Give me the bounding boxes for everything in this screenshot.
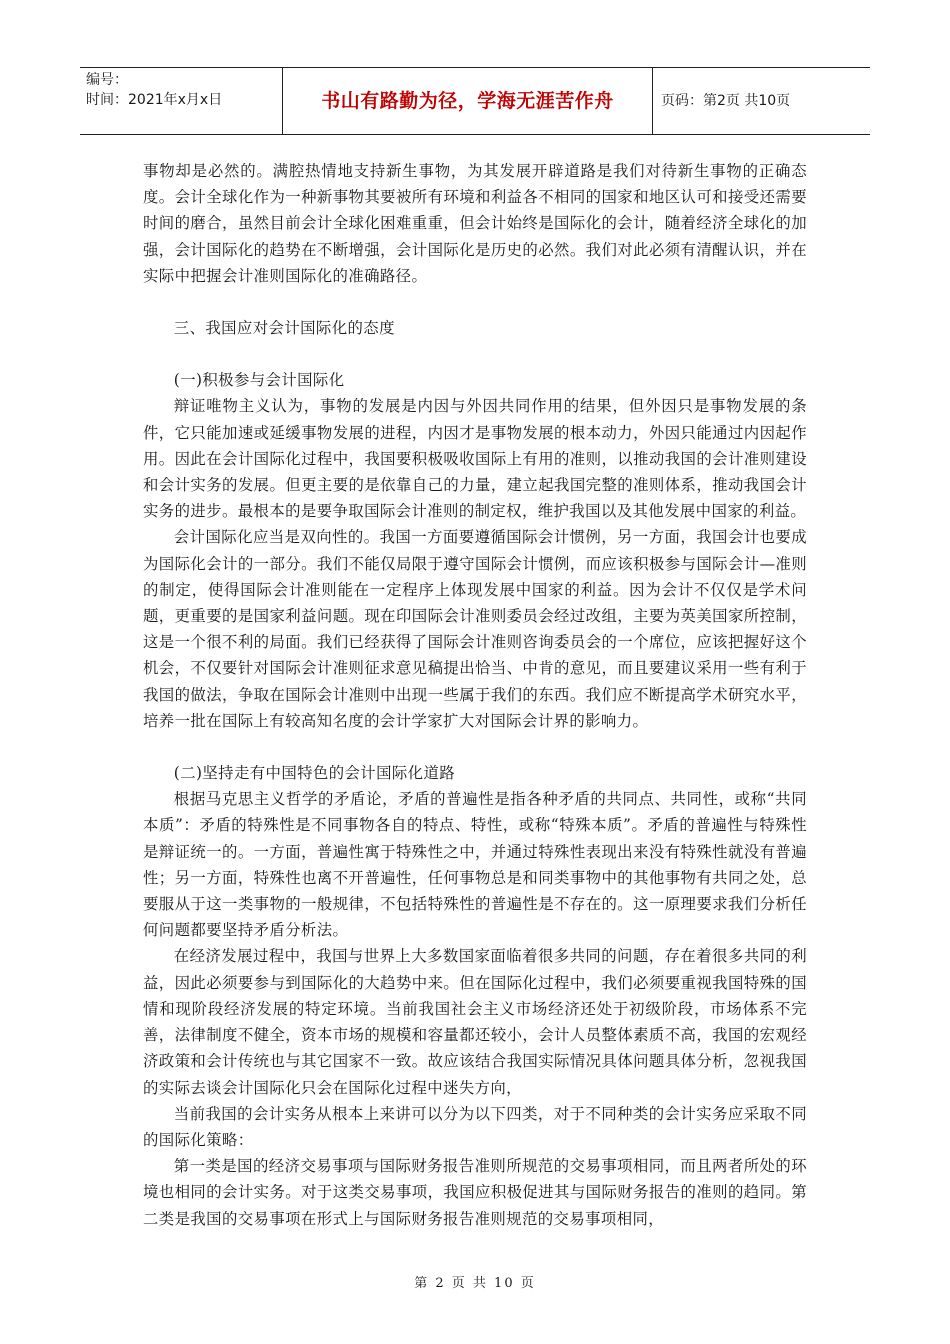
paragraph: 辩证唯物主义认为，事物的发展是内因与外因共同作用的结果，但外因只是事物发展的条件，它只能加速或延缓事物发展的进程，内因才是事物发展的根本动力，外因只能通过内因起作用。因此在会计国际化过程中，我国要积极吸收国际上有用的准则，以推动我国的会计准则建设和会计实务的发展。但更主要的是依靠自己的力量，建立起我国完整的准则体系，推动我国会计实务的进步。最根本的是要争取国际会计准则的制定权，维护我国以及其他发展中国家的利益。 <box>143 397 807 521</box>
subsection-heading-2: (二)坚持走有中国特色的会计国际化道路 <box>173 764 456 783</box>
header-meta <box>80 68 283 134</box>
document-number-label: 编号： <box>86 72 128 88</box>
paragraph: 第一类是国的经济交易事项与国际财务报告准则所规范的交易事项相同，而且两者所处的环境也相同的会计实务。对于这类交易事项，我国应积极促进其与国际财务报告的准则的趋同。第二类是我国的交易事项在形式上与国际财务报告准则规范的交易事项相同， <box>143 1157 807 1228</box>
page-header <box>80 67 870 135</box>
document-body <box>143 158 807 1232</box>
paragraph: 根据马克思主义哲学的矛盾论，矛盾的普遍性是指各种矛盾的共同点、共同性，或称“共同本质”：矛盾的特殊性是不同事物各自的特点、特性，或称“特殊本质”。矛盾的普遍性与特殊性是辩证统一的。一方面，普遍性寓于特殊性之中，并通过特殊性表现出来没有特殊性就没有普遍性；另一方面，特殊性也离不开普遍性，任何事物总是和同类事物中的其他事物有共同之处，总要服从于这一类事物的一般规律，不包括特殊性的普遍性是不存在的。这一原理要求我们分析任何问题都要坚持矛盾分析法。 <box>143 790 807 940</box>
header-page-info: 页码：第2页 共10页 <box>661 93 791 109</box>
paragraph: 在经济发展过程中，我国与世界上大多数国家面临着很多共同的问题，存在着很多共同的利益，因此必须要参与到国际化的大趋势中来。但在国际化过程中，我们必须要重视我国特殊的国情和现阶段经济发展的特定环境。当前我国社会主义市场经济还处于初级阶段，市场体系不完善，法律制度不健全，资本市场的规模和容量都还较小，会计人员整体素质不高，我国的宏观经济政策和会计传统也与其它国家不一致。故应该结合我国实际情况具体问题具体分析，忽视我国的实际去谈会计国际化只会在国际化过程中迷失方向， <box>143 947 807 1097</box>
page-footer: 第 2 页 共 10 页 <box>414 1276 536 1291</box>
paragraph: 会计国际化应当是双向性的。我国一方面要遵循国际会计惯例，另一方面，我国会计也要成为国际化会计的一部分。我们不能仅局限于遵守国际会计惯例，而应该积极参与国际会计—准则的制定，使得国际会计准则能在一定程序上体现发展中国家的利益。因为会计不仅仅是学术问题，更重要的是国家利益问题。现在印国际会计准则委员会经过改组，主要为英美国家所控制，这是一个很不利的局面。我们已经获得了国际会计准则咨询委员会的一个席位，应该把握好这个机会，不仅要针对国际会计准则征求意见稿提出恰当、中肯的意见，而且要建议采用一些有利于我国的做法，争取在国际会计准则中出现一些属于我们的东西。我们应不断提高学术研究水平，培养一批在国际上有较高知名度的会计学家扩大对国际会计界的影响力。 <box>143 528 807 730</box>
document-date-label: 时间：2021年x月x日 <box>86 92 223 108</box>
section-heading-3: 三、我国应对会计国际化的态度 <box>173 319 395 338</box>
paragraph: 当前我国的会计实务从根本上来讲可以分为以下四类，对于不同种类的会计实务应采取不同的国际化策略： <box>143 1104 807 1149</box>
header-motto: 书山有路勤为径，学海无涯苦作舟 <box>283 68 653 134</box>
subsection-heading-1: (一)积极参与会计国际化 <box>173 371 345 390</box>
paragraph-continuation: 事物却是必然的。满腔热情地支持新生事物，为其发展开辟道路是我们对待新生事物的正确态度。会计全球化作为一种新事物其要被所有环境和利益各不相同的国家和地区认可和接受还需要时间的磨合，虽然目前会计全球化困难重重，但会计始终是国际化的会计，随着经济全球化的加强，会计国际化的趋势在不断增强，会计国际化是历史的必然。我们对此必须有清醒认识，并在实际中把握会计准则国际化的准确路径。 <box>143 162 807 285</box>
